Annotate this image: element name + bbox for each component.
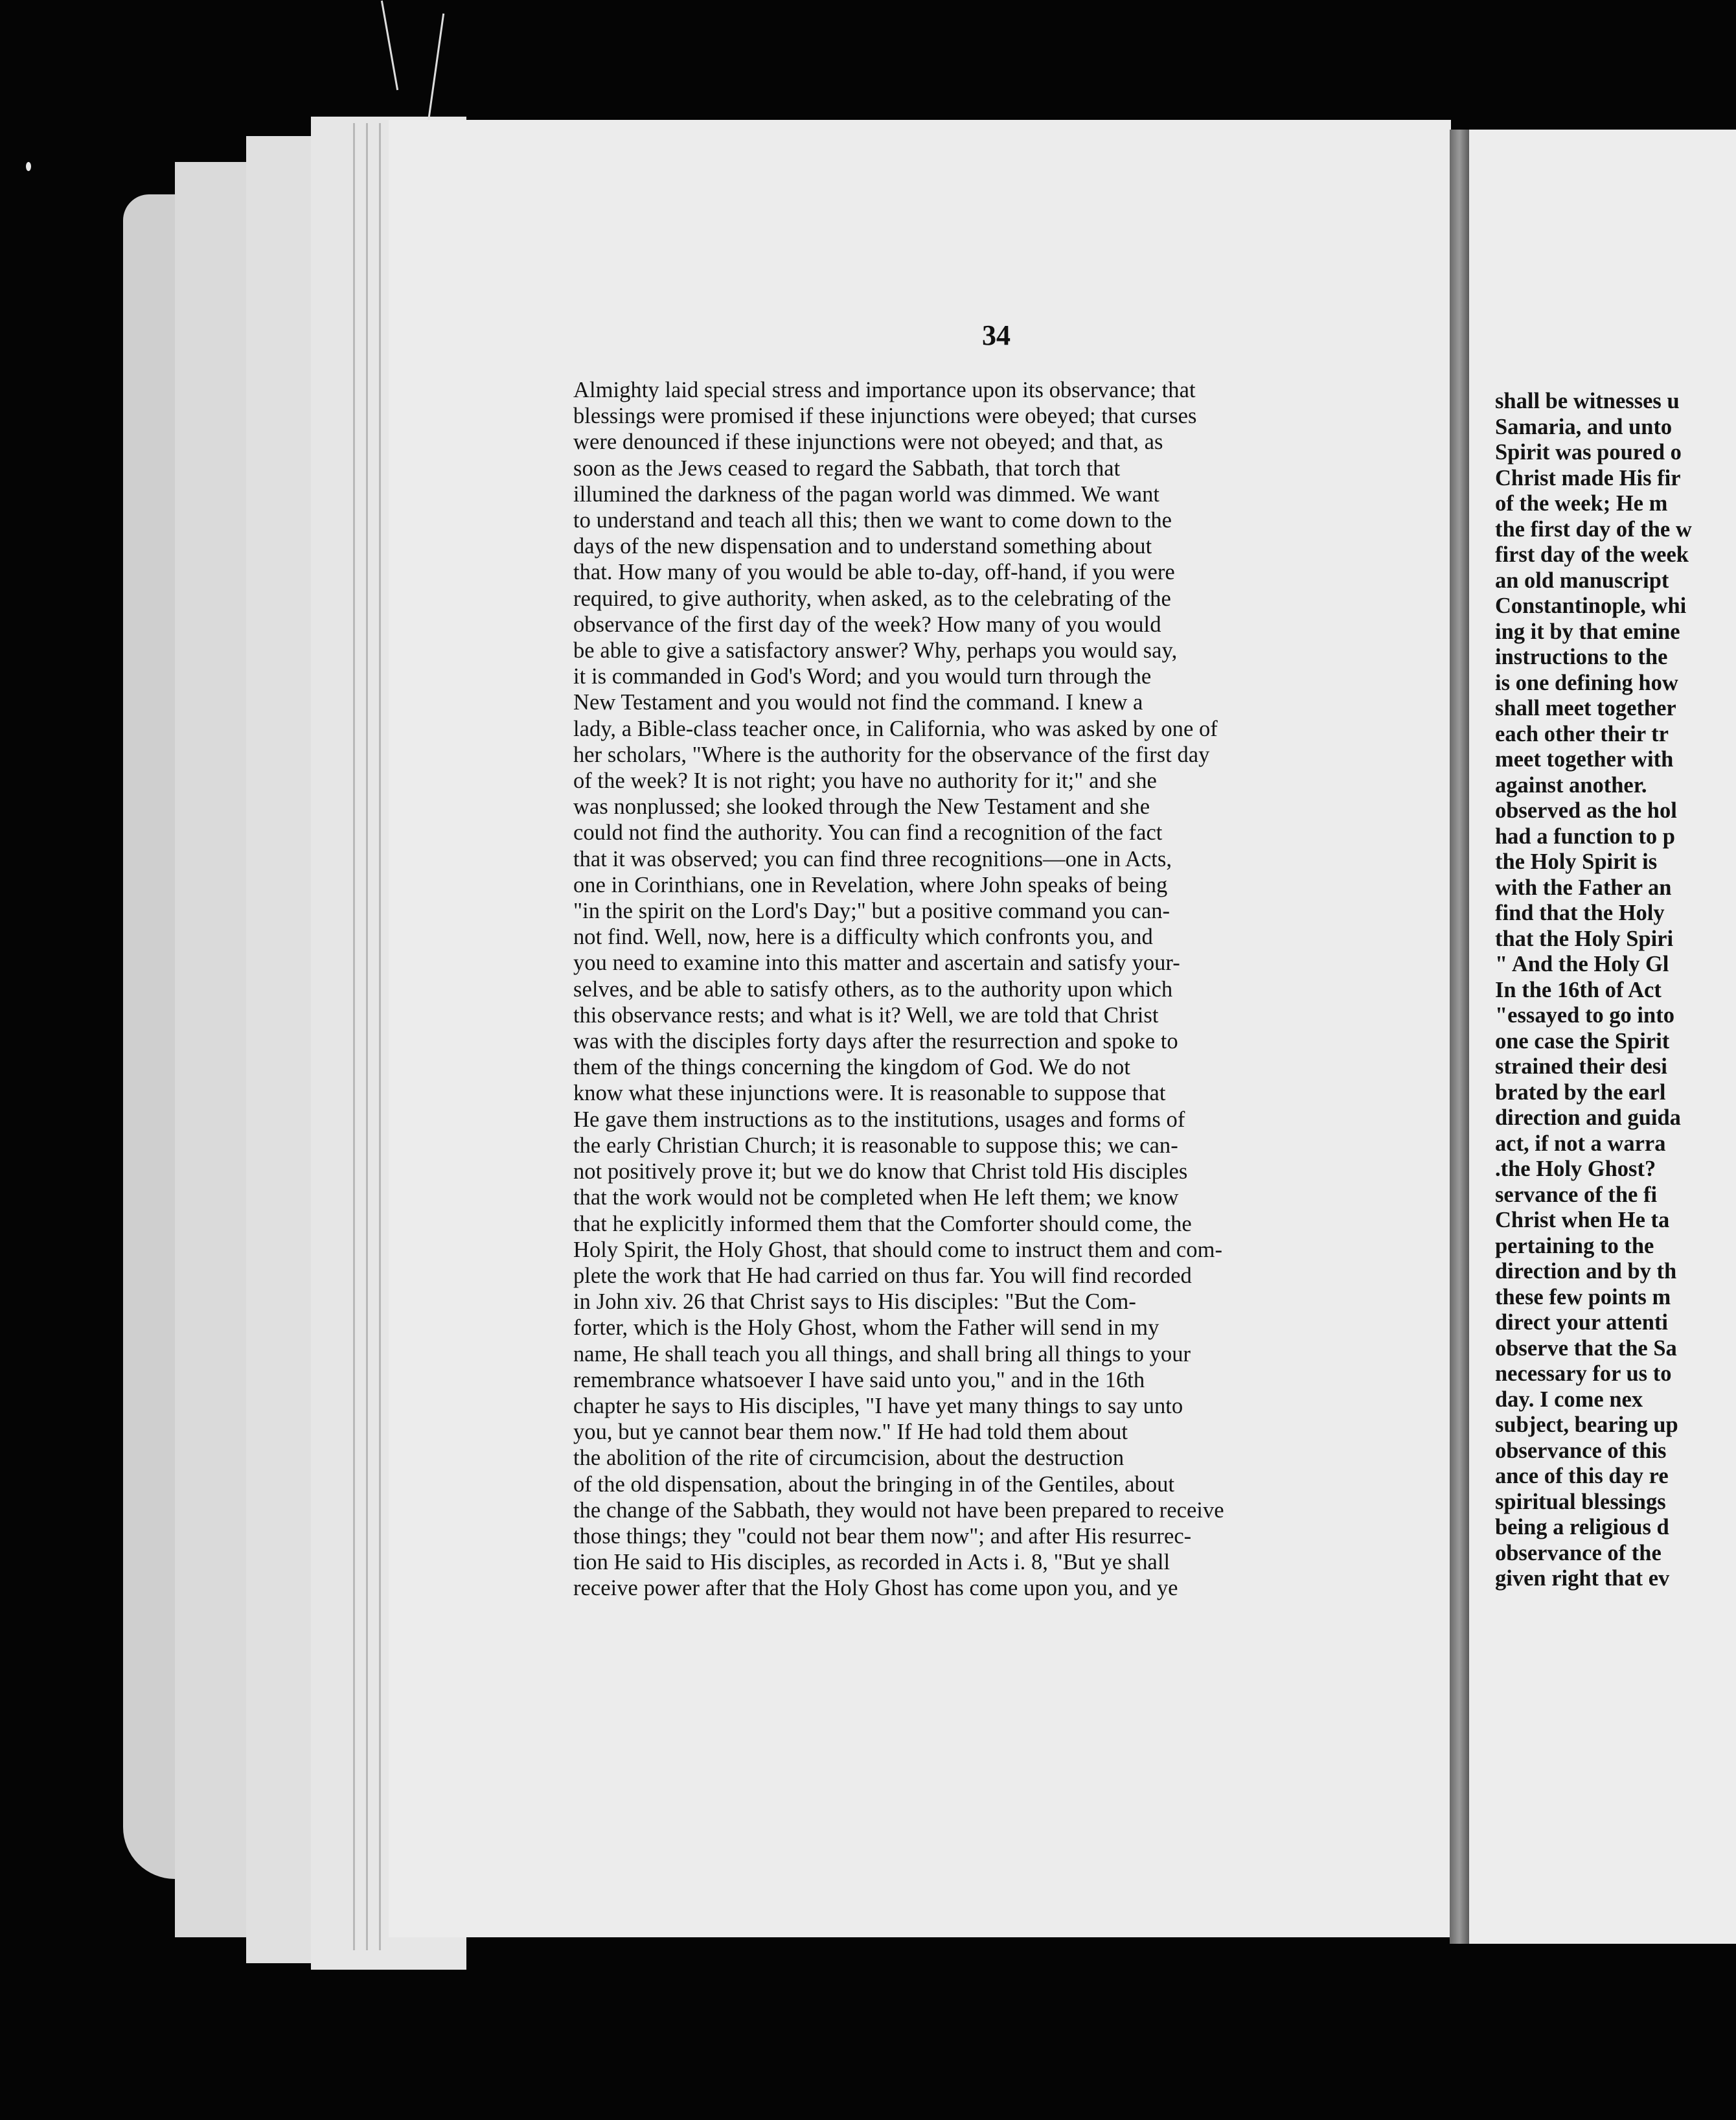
text-line: each other their tr (1495, 721, 1669, 746)
text-line: observance of the first day of the week? How many of you would (573, 612, 1161, 637)
text-line: brated by the earl (1495, 1079, 1666, 1105)
text-line: "essayed to go into (1495, 1003, 1674, 1028)
text-line: spiritual blessings (1495, 1489, 1666, 1514)
book-gutter (1450, 130, 1469, 1944)
text-line: that the work would not be completed when He left them; we know (573, 1185, 1179, 1210)
text-line: is one defining how (1495, 670, 1678, 695)
text-line: the change of the Sabbath, they would not have been prepared to receive (573, 1497, 1224, 1523)
text-line: Samaria, and unto (1495, 414, 1673, 439)
page-edge-line (366, 123, 368, 1950)
text-line: the first day of the w (1495, 516, 1692, 542)
text-line: it is commanded in God's Word; and you would turn through the (573, 664, 1152, 689)
text-line: forter, which is the Holy Ghost, whom the Father will send in my (573, 1315, 1159, 1341)
text-line: of the week? It is not right; you have no authority for it;" and she (573, 768, 1157, 794)
text-line: could not find the authority. You can find a recognition of the fact (573, 820, 1163, 846)
text-line: that the Holy Spiri (1495, 926, 1674, 951)
text-line: those things; they "could not bear them now"; and after His resurrec- (573, 1523, 1192, 1549)
text-line: day. I come nex (1495, 1387, 1643, 1412)
text-line: the Holy Spirit is (1495, 849, 1658, 874)
text-line: direction and guida (1495, 1105, 1681, 1130)
text-line: Almighty laid special stress and importance upon its observance; that (573, 378, 1196, 402)
text-line: one case the Spirit (1495, 1028, 1670, 1054)
text-line: observance of this (1495, 1438, 1667, 1463)
text-line: plete the work that He had carried on thus far. You will find recorded (573, 1263, 1192, 1288)
page-edge-line (353, 123, 355, 1950)
text-line: them of the things concerning the kingdom of God. We do not (573, 1055, 1130, 1080)
text-line: days of the new dispensation and to understand something about (573, 534, 1152, 559)
text-line: one in Corinthians, one in Revelation, where John speaks of being (573, 872, 1168, 897)
text-line: selves, and be able to satisfy others, as to the authority upon which (573, 976, 1173, 1002)
page-edge-line (379, 123, 381, 1950)
text-line: her scholars, "Where is the authority for the observance of the first day (573, 742, 1210, 767)
text-line: soon as the Jews ceased to regard the Sabbath, that torch that (573, 455, 1121, 481)
text-line: ance of this day re (1495, 1464, 1669, 1488)
text-line: an old manuscript (1495, 568, 1669, 593)
text-line: direction and by th (1495, 1259, 1677, 1284)
text-line: tion He said to His disciples, as recorded in Acts i. 8, "But ye shall (573, 1550, 1171, 1575)
text-line: subject, bearing up (1495, 1412, 1678, 1437)
text-line: ing it by that emine (1495, 619, 1680, 644)
text-line: was with the disciples forty days after the resurrection and spoke to (573, 1029, 1178, 1054)
text-line: that it was observed; you can find three recognitions—one in Acts, (573, 846, 1172, 871)
text-line: of the old dispensation, about the bringing in of the Gentiles, about (573, 1471, 1175, 1497)
text-line: to understand and teach all this; then we want to come down to the (573, 508, 1172, 533)
text-line: had a function to p (1495, 824, 1675, 849)
text-line: In the 16th of Act (1495, 977, 1662, 1002)
text-line: blessings were promised if these injunctions were obeyed; that curses (573, 404, 1197, 429)
text-line: meet together with (1495, 747, 1674, 772)
text-line: not find. Well, now, here is a difficulty which confronts you, and (573, 925, 1153, 950)
text-line: He gave them instructions as to the institutions, usages and forms of (573, 1107, 1185, 1132)
text-line: necessary for us to (1495, 1361, 1672, 1386)
text-line: being a religious d (1495, 1515, 1669, 1539)
text-line: " And the Holy Gl (1495, 952, 1669, 976)
text-line: was nonplussed; she looked through the New Testament and she (573, 794, 1150, 820)
text-line: illumined the darkness of the pagan world was dimmed. We want (573, 481, 1160, 507)
text-line: Constantinople, whi (1495, 593, 1687, 618)
text-line: Spirit was poured o (1495, 440, 1682, 465)
text-line: strained their desi (1495, 1054, 1667, 1079)
text-line: given right that ev (1495, 1566, 1670, 1591)
text-line: .the Holy Ghost? (1495, 1157, 1656, 1181)
text-line: you need to examine into this matter and ascertain and satisfy your- (573, 951, 1180, 976)
text-line: in John xiv. 26 that Christ says to His disciples: "But the Com- (573, 1289, 1136, 1315)
text-line: the early Christian Church; it is reasonable to suppose this; we can- (573, 1133, 1178, 1158)
text-line: New Testament and you would not find the command. I knew a (573, 690, 1143, 715)
page-number: 34 (982, 319, 1011, 351)
left-page-text (573, 377, 1402, 1602)
right-page-text (1495, 389, 1736, 1592)
text-line: direct your attenti (1495, 1310, 1669, 1335)
text-line: pertaining to the (1495, 1233, 1654, 1258)
dust-speck (26, 162, 31, 171)
text-line: servance of the fi (1495, 1182, 1658, 1207)
text-line: lady, a Bible-class teacher once, in California, who was asked by one of (573, 716, 1218, 741)
text-line: be able to give a satisfactory answer? Why, perhaps you would say, (573, 638, 1178, 663)
text-line: this observance rests; and what is it? Well, we are told that Christ (573, 1002, 1159, 1028)
text-line: shall be witnesses u (1495, 389, 1680, 413)
text-line: observed as the hol (1495, 798, 1677, 823)
text-line: receive power after that the Holy Ghost has come upon you, and ye (573, 1576, 1178, 1601)
text-line: you, but ye cannot bear them now." If He had told them about (573, 1420, 1128, 1445)
text-line: that. How many of you would be able to-day, off-hand, if you were (573, 560, 1175, 585)
text-line: know what these injunctions were. It is reasonable to suppose that (573, 1081, 1166, 1106)
text-line: with the Father an (1495, 875, 1672, 900)
text-line: not positively prove it; but we do know that Christ told His disciples (573, 1159, 1188, 1184)
text-line: Christ when He ta (1495, 1208, 1670, 1232)
thread-mark (381, 1, 398, 90)
text-line: act, if not a warra (1495, 1131, 1666, 1156)
text-line: Holy Spirit, the Holy Ghost, that should come to instruct them and com- (573, 1237, 1223, 1262)
text-line: find that the Holy (1495, 901, 1665, 925)
text-line: observe that the Sa (1495, 1335, 1677, 1361)
text-line: the abolition of the rite of circumcision, about the destruction (573, 1446, 1125, 1471)
text-line: first day of the week (1495, 542, 1689, 567)
text-line: shall meet together (1495, 696, 1676, 720)
text-line: remembrance whatsoever I have said unto you," and in the 16th (573, 1367, 1145, 1392)
text-line: these few points m (1495, 1284, 1671, 1309)
text-line: name, He shall teach you all things, and shall bring all things to your (573, 1341, 1191, 1366)
text-line: chapter he says to His disciples, "I have yet many things to say unto (573, 1393, 1183, 1418)
text-line: were denounced if these injunctions were not obeyed; and that, as (573, 430, 1163, 455)
text-line: that he explicitly informed them that the Comforter should come, the (573, 1211, 1192, 1236)
text-line: Christ made His fir (1495, 465, 1681, 490)
text-line: observance of the (1495, 1540, 1662, 1565)
text-line: against another. (1495, 772, 1647, 798)
text-line: required, to give authority, when asked, as to the celebrating of the (573, 586, 1171, 611)
text-line: "in the spirit on the Lord's Day;" but a positive command you can- (573, 899, 1171, 924)
text-line: instructions to the (1495, 645, 1668, 669)
text-line: of the week; He m (1495, 491, 1668, 516)
